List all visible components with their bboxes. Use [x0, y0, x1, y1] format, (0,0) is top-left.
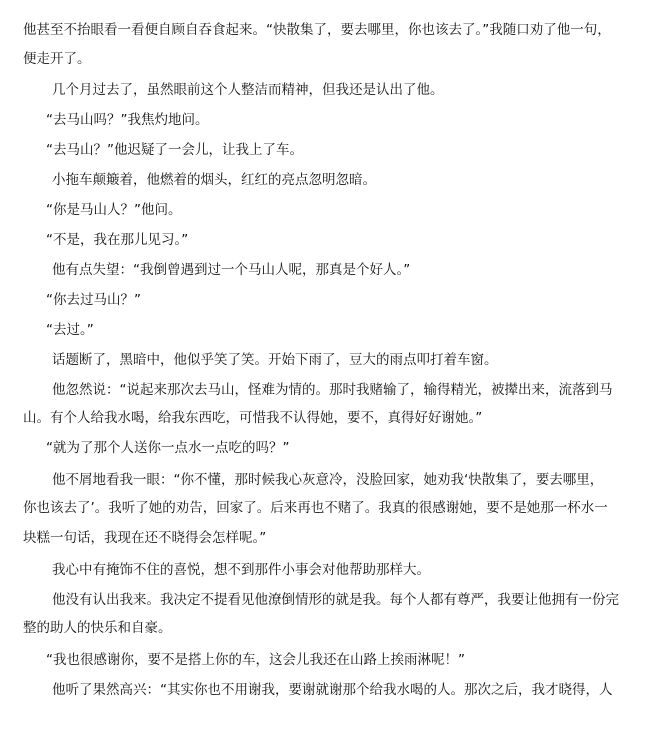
- text-line: “就为了那个人送你一点水一点吃的吗？”: [46, 440, 290, 456]
- text-line: “去马山？”他迟疑了一会儿，让我上了车。: [46, 142, 303, 158]
- text-line: 他听了果然高兴：“其实你也不用谢我，要谢就谢那个给我水喝的人。那次之后，我才晓得，人: [52, 682, 613, 698]
- text-line: 他有点失望：“我倒曾遇到过一个马山人呢，那真是个好人。”: [52, 262, 411, 278]
- text-line: 他不屑地看我一眼：“你不懂，那时候我心灰意冷，没脸回家，她劝我‘快散集了，要去哪里，: [52, 472, 604, 488]
- text-line: 块糕一句话，我现在还不晓得会怎样呢。”: [23, 530, 267, 546]
- text-line: “去马山吗？”我焦灼地问。: [46, 112, 209, 128]
- text-line: “我也很感谢你，要不是搭上你的车，这会儿我还在山路上挨雨淋呢！”: [46, 652, 465, 668]
- text-line: 几个月过去了，虽然眼前这个人整洁而精神，但我还是认出了他。: [52, 82, 444, 98]
- text-line: 他甚至不抬眼看一看便自顾自吞食起来。“快散集了，要去哪里，你也该去了。”我随口劝了他一句，: [23, 22, 611, 38]
- text-line: “不是，我在那儿见习。”: [46, 232, 189, 248]
- text-line: 他没有认出我来。我决定不提看见他潦倒情形的就是我。每个人都有尊严，我要让他拥有一份完: [52, 592, 619, 608]
- text-line: “去过。”: [46, 322, 94, 338]
- text-line: “你去过马山？”: [46, 292, 141, 308]
- text-line: 话题断了，黑暗中，他似乎笑了笑。开始下雨了，豆大的雨点叩打着车窗。: [52, 352, 498, 368]
- text-line: 我心中有掩饰不住的喜悦，想不到那件小事会对他帮助那样大。: [52, 562, 430, 578]
- text-line: 他忽然说：“说起来那次去马山，怪难为情的。那时我赌输了，输得精光，被撵出来，流落到马: [52, 382, 613, 398]
- text-line: 你也该去了’。我听了她的劝告，回家了。后来再也不赌了。我真的很感谢她，要不是她那一杯水一: [23, 500, 608, 516]
- text-line: 整的助人的快乐和自豪。: [23, 620, 172, 636]
- text-line: 便走开了。: [23, 51, 91, 67]
- text-line: 山。有个人给我水喝，给我东西吃，可惜我不认得她，要不，真得好好谢她。”: [23, 410, 483, 426]
- text-line: 小拖车颠簸着，他燃着的烟头，红红的亮点忽明忽暗。: [52, 172, 376, 188]
- text-line: “你是马山人？”他问。: [46, 202, 182, 218]
